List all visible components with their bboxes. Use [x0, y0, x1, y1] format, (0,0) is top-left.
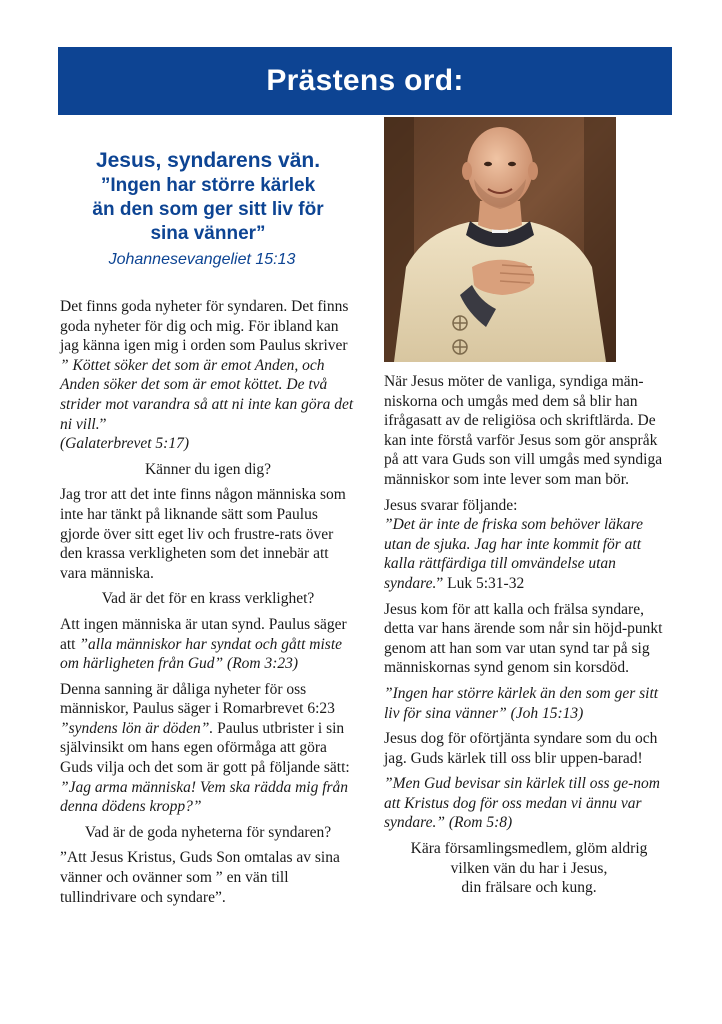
bible-quote: ”Det är inte de friska som behöver läkare utan de sjuka. Jag har inte kommit för att kalla rättfärdiga till omvändelse utan syndare.: [384, 516, 644, 592]
closing-line: Kära församlingsmedlem, glöm aldrig: [410, 840, 648, 858]
question: Vad är de goda nyheterna för syndaren?: [84, 823, 332, 841]
paragraph: Att ingen människa är utan synd. Paulus säger att ”alla människor har syndat och gått miste om härligheten från Gud” (Rom 3:23): [60, 615, 347, 673]
paragraph: Jesus kom för att kalla och frälsa syndare, detta var hans ärende som når sin höjd-punkt genom att han som var utan synd tar på sig människornas synd genom sin korsdöd.: [384, 600, 663, 677]
closing-line: vilken vän du har i Jesus,: [450, 859, 608, 877]
paragraph: Det finns goda nyheter för syndaren. Det finns goda nyheter för dig och mig. För ibland kan jag känna igen mig i orden som Paulus skriver ” Köttet söker det som är emot Anden, och Anden söker det som är emot köttet. De två strider mot varandra så att ni inte kan göra det ni vill.” (Galaterbrevet 5:17): [60, 298, 354, 453]
bible-quote: ”Men Gud bevisar sin kärlek till oss ge-nom att Kristus dog för oss medan vi ännu var syndare.” (Rom 5:8): [384, 775, 660, 832]
paragraph: Denna sanning är dåliga nyheter för oss människor, Paulus säger i Romarbrevet 6:23 ”syndens lön är döden”. Paulus utbrister i sin självinsikt om hans egen oförmåga att göra Guds vilja och det som är gott på följande sätt: ”Jag arma människa! Vem ska rädda mig från denna dödens kropp?”: [60, 680, 350, 816]
left-column: [60, 297, 356, 913]
headline-quote-line: än den som ger sitt liv för: [92, 199, 324, 220]
paragraph: Jag tror att det inte finns någon människa som inte har tänkt på liknande sätt som Paulus gjorde över sitt eget liv och frustre-rats över den krassa verkligheten som det innebär att vara människa.: [60, 486, 346, 582]
headline-quote-line: ”Ingen har större kärlek: [100, 175, 316, 196]
bible-quote: ”syndens lön är döden”.: [60, 719, 214, 737]
closing-greeting: [384, 839, 674, 898]
question: Känner du igen dig?: [144, 460, 272, 478]
headline-quote-line: sina vänner”: [150, 223, 266, 244]
closing-line: din frälsare och kung.: [461, 879, 597, 897]
paragraph: Jesus dog för oförtjänta syndare som du och jag. Guds kärlek till oss blir uppen-barad!: [384, 730, 658, 767]
headline-block: [60, 148, 356, 272]
question: Vad är det för en krass verklighet?: [101, 590, 315, 608]
paragraph: När Jesus möter de vanliga, syndiga män-niskorna och umgås med dem så blir han ifrågasatt av de religiösa och skriftlärda. De kan inte förstå varför Jesus som gör anspråk på att vara Guds son vill umgås med syndiga människor som inte lever som man bör.: [384, 373, 663, 488]
bible-quote: ”alla människor har syndat och gått miste om härligheten från Gud” (Rom 3:23): [60, 635, 343, 673]
title-banner: [58, 47, 672, 115]
headline-reference: Johannesevangeliet 15:13: [108, 251, 296, 268]
bible-quote: ” Köttet söker det som är emot Anden, och Anden söker det som är emot köttet. De två strider mot varandra så att ni inte kan göra det ni vill.: [60, 356, 354, 433]
paragraph: ”Att Jesus Kristus, Guds Son omtalas av sina vänner och ovänner som ” en vän till tullindrivare och syndare”.: [60, 849, 340, 906]
right-column: [384, 372, 674, 904]
bible-quote: ”Ingen har större kärlek än den som ger sitt liv för sina vänner” (Joh 15:13): [384, 684, 659, 722]
paragraph: Jesus svarar följande: ”Det är inte de friska som behöver läkare utan de sjuka. Jag har inte kommit för att kalla rättfärdiga till omvändelse utan syndare.” Luk 5:31-32: [384, 496, 644, 592]
priest-portrait: [384, 117, 616, 362]
paragraph: [384, 774, 674, 833]
bible-quote: ”Jag arma människa! Vem ska rädda mig från denna dödens kropp?”: [60, 778, 349, 816]
bible-reference: (Galaterbrevet 5:17): [60, 435, 189, 453]
page-title: Prästens ord:: [266, 64, 464, 97]
paragraph: [384, 684, 674, 723]
headline-title: Jesus, syndarens vän.: [95, 149, 321, 172]
priest-portrait-image: [384, 117, 616, 362]
